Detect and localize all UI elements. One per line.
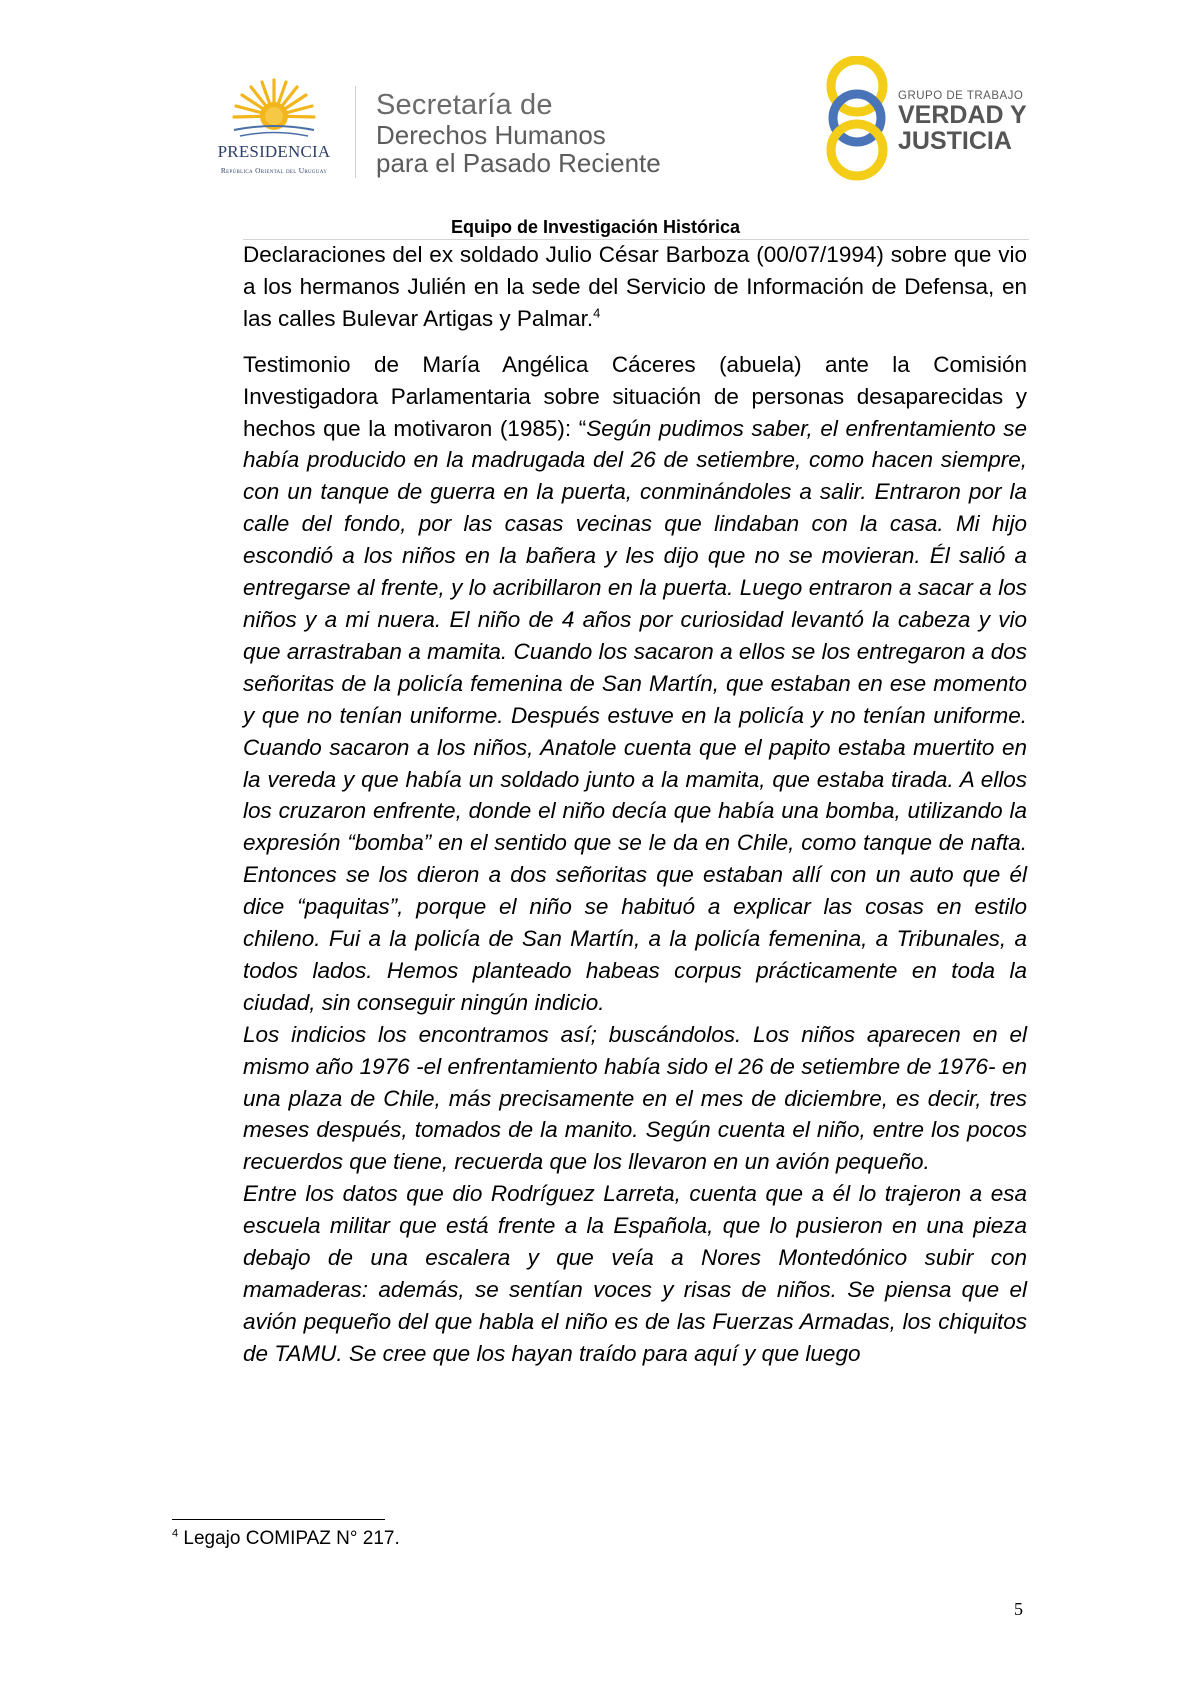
document-body [243,239,1027,1370]
paragraph-indicios [243,1019,1027,1179]
page-number: 5 [1014,1599,1023,1619]
paragraph-barboza [243,239,1027,335]
secretaria-line-1: Secretaría de [376,89,553,121]
header-divider [355,86,356,178]
presidencia-subtitle: República Oriental del Uruguay [220,166,328,175]
secretaria-line-2: Derechos Humanos [376,120,606,150]
paragraph-barboza-text: Declaraciones del ex soldado Julio César Barboza (00/07/1994) sobre que vio a los hermanos Julién en la sede del Servicio de Información de Defensa, en las calles Bulevar Artigas y Palmar. [243,242,1027,331]
testimonio-lead: Testimonio de María Angélica Cáceres (abuela) ante la Comisión Investigadora Parlamentaria sobre situación de personas desaparecidas y hechos que la motivaron (1985): “ [243,351,1027,441]
testimonio-quote: Según pudimos saber, el enfrentamiento se había producido en la madrugada del 26 de setiembre, como hacen siempre, con un tanque de guerra en la puerta, conminándoles a salir. Entraron por la calle del fondo, por las casas vecinas que lindaban con la casa. Mi hijo escondió a los niños en la bañera y les dijo que no se movieran. Él salió a entregarse al frente, y lo acribillaron en la puerta. Luego entraron a sacar a los niños y a mi nuera. El niño de 4 años por curiosidad levantó la cabeza y vio que arrastraban a mamita. Cuando los sacaron a ellos se los entregaron a dos señoritas de la policía femenina de San Martín, que estaban en ese momento y que no tenían uniforme. Después estuve en la policía y no tenían uniforme. Cuando sacaron a los niños, Anatole cuenta que el papito estaba muertito en la vereda y que había un soldado junto a la mamita, que estaba tirada. A ellos los cruzaron enfrente, donde el niño decía que había una bomba, utilizando la expresión “bomba” en el sentido que se le da en Chile, como tanque de nafta. Entonces se los dieron a dos señoritas que estaban allí con un auto que él dice “paquitas”, porque el niño se habituó a explicar las cosas en estilo chileno. Fui a la policía de San Martín, a la policía femenina, a Tribunales, a todos lados. Hemos planteado habeas corpus prácticamente en toda la ciudad, sin conseguir ningún indicio. [243,415,1027,1015]
paragraph-testimonio [243,349,1027,1019]
secretaria-line-3: para el Pasado Reciente [376,148,661,178]
presidencia-name: PRESIDENCIA [217,142,331,161]
footnote-text: Legajo COMIPAZ N° 217. [178,1528,400,1549]
grupo-line-2: VERDAD Y [898,101,1027,129]
larreta-text: Entre los datos que dio Rodríguez Larreta, cuenta que a él lo trajeron a esa escuela militar que está frente a la Española, que lo pusieron en una pieza debajo de una escalera y que veía a Nores Montedónico subir con mamaderas: además, se sentían voces y risas de niños. Se piensa que el avión pequeño del que habla el niño es de las Fuerzas Armadas, los chiquitos de TAMU. Se cree que los hayan traído para aquí y que luego [243,1181,1027,1366]
footnote-reference: 4 [593,305,601,321]
secretaria-logo [376,90,661,177]
footnote-separator [172,1519,385,1520]
verdad-justicia-rings-icon [822,56,892,182]
presidencia-logo [196,78,352,178]
footnote [172,1528,400,1550]
sun-emblem-icon [232,78,316,144]
grupo-line-3: JUSTICIA [898,127,1012,155]
grupo-trabajo-logo-text [898,90,1027,154]
paragraph-larreta [243,1178,1027,1369]
grupo-line-1: GRUPO DE TRABAJO [898,90,1024,102]
footnote-marker: 4 [172,1527,179,1540]
team-title: Equipo de Investigación Histórica [450,217,741,237]
indicios-text: Los indicios los encontramos así; buscándolos. Los niños aparecen en el mismo año 1976 -el enfrentamiento había sido el 26 de setiembre de 1976- en una plaza de Chile, más precisamente en el mes de diciembre, es decir, tres meses después, tomados de la manito. Según cuenta el niño, entre los pocos recuerdos que tiene, recuerda que los llevaron en un avión pequeño. [243,1021,1027,1175]
